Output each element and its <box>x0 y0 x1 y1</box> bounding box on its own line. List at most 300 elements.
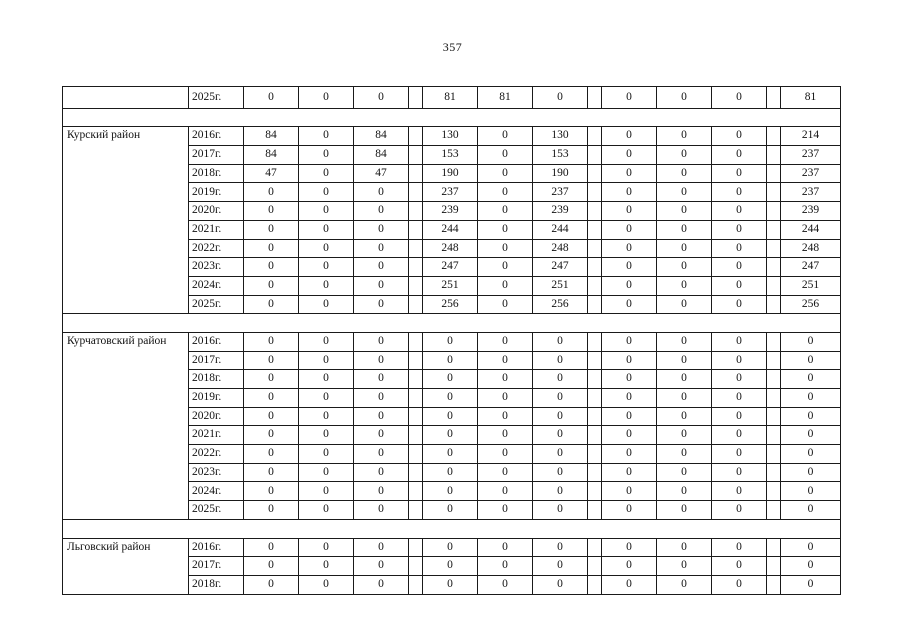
total-cell: 0 <box>781 501 841 520</box>
value-cell: 0 <box>354 239 409 258</box>
value-cell: 0 <box>712 164 767 183</box>
value-cell: 0 <box>533 538 588 557</box>
year-cell: 2017г. <box>189 351 244 370</box>
value-cell: 0 <box>478 501 533 520</box>
value-cell: 190 <box>533 164 588 183</box>
value-cell: 0 <box>354 482 409 501</box>
value-cell: 0 <box>299 575 354 594</box>
value-cell: 0 <box>423 389 478 408</box>
year-cell: 2021г. <box>189 426 244 445</box>
value-cell: 0 <box>657 557 712 576</box>
value-cell: 244 <box>423 220 478 239</box>
year-cell: 2018г. <box>189 164 244 183</box>
gap-cell <box>588 258 602 277</box>
gap-cell <box>767 239 781 258</box>
gap-cell <box>588 220 602 239</box>
gap-cell <box>409 276 423 295</box>
value-cell: 0 <box>602 538 657 557</box>
value-cell: 0 <box>478 538 533 557</box>
value-cell: 0 <box>299 426 354 445</box>
value-cell: 0 <box>657 87 712 109</box>
value-cell: 0 <box>478 183 533 202</box>
value-cell: 0 <box>423 445 478 464</box>
value-cell: 0 <box>533 445 588 464</box>
gap-cell <box>588 164 602 183</box>
value-cell: 0 <box>423 407 478 426</box>
value-cell: 0 <box>478 482 533 501</box>
value-cell: 0 <box>244 258 299 277</box>
value-cell: 0 <box>712 202 767 221</box>
value-cell: 251 <box>423 276 478 295</box>
gap-cell <box>409 463 423 482</box>
year-cell: 2016г. <box>189 332 244 351</box>
value-cell: 0 <box>299 87 354 109</box>
value-cell: 0 <box>299 445 354 464</box>
value-cell: 0 <box>354 87 409 109</box>
total-cell: 0 <box>781 332 841 351</box>
total-cell: 237 <box>781 164 841 183</box>
value-cell: 0 <box>602 127 657 146</box>
value-cell: 0 <box>478 389 533 408</box>
value-cell: 0 <box>533 351 588 370</box>
value-cell: 0 <box>478 239 533 258</box>
total-cell: 239 <box>781 202 841 221</box>
year-cell: 2022г. <box>189 239 244 258</box>
data-table <box>62 86 841 595</box>
separator-row <box>63 108 841 127</box>
gap-cell <box>588 239 602 258</box>
year-cell: 2024г. <box>189 276 244 295</box>
year-cell: 2020г. <box>189 407 244 426</box>
value-cell: 0 <box>602 183 657 202</box>
year-cell: 2016г. <box>189 538 244 557</box>
value-cell: 0 <box>533 575 588 594</box>
year-cell: 2023г. <box>189 258 244 277</box>
value-cell: 0 <box>712 183 767 202</box>
value-cell: 0 <box>478 351 533 370</box>
region-name: Курчатовский район <box>63 332 189 519</box>
value-cell: 153 <box>423 146 478 165</box>
value-cell: 0 <box>423 482 478 501</box>
value-cell: 247 <box>533 258 588 277</box>
gap-cell <box>409 557 423 576</box>
gap-cell <box>588 538 602 557</box>
value-cell: 0 <box>657 220 712 239</box>
value-cell: 0 <box>299 389 354 408</box>
gap-cell <box>588 501 602 520</box>
gap-cell <box>588 463 602 482</box>
page-number: 357 <box>442 40 463 54</box>
value-cell: 0 <box>354 295 409 314</box>
value-cell: 0 <box>657 463 712 482</box>
value-cell: 0 <box>299 332 354 351</box>
value-cell: 0 <box>478 220 533 239</box>
year-cell: 2025г. <box>189 87 244 109</box>
value-cell: 0 <box>244 538 299 557</box>
value-cell: 0 <box>478 575 533 594</box>
value-cell: 0 <box>657 258 712 277</box>
gap-cell <box>767 557 781 576</box>
gap-cell <box>588 87 602 109</box>
gap-cell <box>588 202 602 221</box>
value-cell: 0 <box>712 557 767 576</box>
value-cell: 0 <box>712 87 767 109</box>
value-cell: 0 <box>657 426 712 445</box>
value-cell: 47 <box>244 164 299 183</box>
total-cell: 0 <box>781 482 841 501</box>
value-cell: 0 <box>657 202 712 221</box>
value-cell: 0 <box>299 220 354 239</box>
value-cell: 0 <box>478 426 533 445</box>
value-cell: 0 <box>423 351 478 370</box>
gap-cell <box>767 389 781 408</box>
value-cell: 0 <box>354 575 409 594</box>
total-cell: 237 <box>781 146 841 165</box>
value-cell: 0 <box>478 557 533 576</box>
total-cell: 0 <box>781 389 841 408</box>
value-cell: 0 <box>478 370 533 389</box>
value-cell: 0 <box>712 127 767 146</box>
year-cell: 2021г. <box>189 220 244 239</box>
value-cell: 0 <box>712 407 767 426</box>
value-cell: 0 <box>244 463 299 482</box>
value-cell: 0 <box>602 332 657 351</box>
value-cell: 0 <box>712 220 767 239</box>
total-cell: 0 <box>781 445 841 464</box>
value-cell: 0 <box>533 332 588 351</box>
gap-cell <box>767 370 781 389</box>
value-cell: 0 <box>712 445 767 464</box>
value-cell: 0 <box>712 239 767 258</box>
value-cell: 0 <box>299 276 354 295</box>
gap-cell <box>588 276 602 295</box>
value-cell: 81 <box>478 87 533 109</box>
value-cell: 0 <box>244 351 299 370</box>
value-cell: 84 <box>244 146 299 165</box>
value-cell: 0 <box>712 463 767 482</box>
gap-cell <box>409 370 423 389</box>
value-cell: 0 <box>423 575 478 594</box>
value-cell: 0 <box>602 295 657 314</box>
value-cell: 0 <box>602 164 657 183</box>
total-cell: 0 <box>781 463 841 482</box>
gap-cell <box>409 146 423 165</box>
gap-cell <box>767 295 781 314</box>
table-row <box>63 332 841 351</box>
value-cell: 0 <box>478 146 533 165</box>
value-cell: 0 <box>602 575 657 594</box>
value-cell: 0 <box>354 276 409 295</box>
value-cell: 0 <box>602 202 657 221</box>
year-cell: 2025г. <box>189 501 244 520</box>
region-name: Льговский район <box>63 538 189 594</box>
gap-cell <box>409 445 423 464</box>
total-cell: 0 <box>781 351 841 370</box>
separator-cell <box>63 519 841 538</box>
gap-cell <box>588 295 602 314</box>
separator-cell <box>63 108 841 127</box>
value-cell: 0 <box>299 557 354 576</box>
value-cell: 0 <box>354 332 409 351</box>
gap-cell <box>767 463 781 482</box>
value-cell: 0 <box>244 501 299 520</box>
value-cell: 0 <box>478 463 533 482</box>
value-cell: 0 <box>478 164 533 183</box>
value-cell: 0 <box>244 183 299 202</box>
gap-cell <box>767 220 781 239</box>
gap-cell <box>588 183 602 202</box>
gap-cell <box>588 146 602 165</box>
value-cell: 0 <box>712 351 767 370</box>
table-body <box>63 87 841 595</box>
region-cell <box>63 87 189 109</box>
value-cell: 0 <box>423 332 478 351</box>
value-cell: 244 <box>533 220 588 239</box>
value-cell: 237 <box>423 183 478 202</box>
total-cell: 237 <box>781 183 841 202</box>
value-cell: 0 <box>299 463 354 482</box>
value-cell: 0 <box>299 351 354 370</box>
value-cell: 0 <box>299 258 354 277</box>
value-cell: 0 <box>423 426 478 445</box>
value-cell: 0 <box>533 407 588 426</box>
value-cell: 0 <box>354 389 409 408</box>
value-cell: 0 <box>244 295 299 314</box>
gap-cell <box>767 164 781 183</box>
total-cell: 256 <box>781 295 841 314</box>
value-cell: 0 <box>244 407 299 426</box>
value-cell: 251 <box>533 276 588 295</box>
value-cell: 0 <box>712 295 767 314</box>
value-cell: 0 <box>602 146 657 165</box>
value-cell: 0 <box>423 370 478 389</box>
total-cell: 0 <box>781 575 841 594</box>
gap-cell <box>767 575 781 594</box>
value-cell: 0 <box>533 389 588 408</box>
gap-cell <box>409 332 423 351</box>
value-cell: 0 <box>299 127 354 146</box>
value-cell: 256 <box>423 295 478 314</box>
value-cell: 0 <box>244 482 299 501</box>
value-cell: 0 <box>478 276 533 295</box>
value-cell: 84 <box>354 146 409 165</box>
year-cell: 2016г. <box>189 127 244 146</box>
gap-cell <box>767 87 781 109</box>
gap-cell <box>588 445 602 464</box>
gap-cell <box>767 127 781 146</box>
value-cell: 0 <box>657 183 712 202</box>
value-cell: 0 <box>657 332 712 351</box>
value-cell: 0 <box>423 557 478 576</box>
value-cell: 239 <box>423 202 478 221</box>
value-cell: 256 <box>533 295 588 314</box>
value-cell: 0 <box>244 557 299 576</box>
total-cell: 0 <box>781 407 841 426</box>
value-cell: 0 <box>354 370 409 389</box>
total-cell: 251 <box>781 276 841 295</box>
total-cell: 248 <box>781 239 841 258</box>
value-cell: 0 <box>602 276 657 295</box>
value-cell: 0 <box>712 276 767 295</box>
year-cell: 2018г. <box>189 370 244 389</box>
value-cell: 0 <box>602 370 657 389</box>
value-cell: 153 <box>533 146 588 165</box>
gap-cell <box>767 202 781 221</box>
gap-cell <box>409 482 423 501</box>
value-cell: 0 <box>299 482 354 501</box>
value-cell: 130 <box>423 127 478 146</box>
value-cell: 0 <box>423 463 478 482</box>
gap-cell <box>767 538 781 557</box>
total-cell: 0 <box>781 538 841 557</box>
value-cell: 0 <box>478 445 533 464</box>
gap-cell <box>409 202 423 221</box>
table-row <box>63 538 841 557</box>
gap-cell <box>588 332 602 351</box>
value-cell: 0 <box>354 407 409 426</box>
value-cell: 0 <box>657 575 712 594</box>
value-cell: 0 <box>354 538 409 557</box>
value-cell: 190 <box>423 164 478 183</box>
value-cell: 0 <box>354 183 409 202</box>
gap-cell <box>767 482 781 501</box>
value-cell: 0 <box>602 389 657 408</box>
total-cell: 244 <box>781 220 841 239</box>
value-cell: 84 <box>354 127 409 146</box>
gap-cell <box>409 164 423 183</box>
value-cell: 0 <box>299 202 354 221</box>
value-cell: 0 <box>423 538 478 557</box>
value-cell: 0 <box>354 445 409 464</box>
table-row <box>63 127 841 146</box>
gap-cell <box>588 351 602 370</box>
year-cell: 2022г. <box>189 445 244 464</box>
value-cell: 0 <box>299 164 354 183</box>
gap-cell <box>588 575 602 594</box>
value-cell: 0 <box>533 463 588 482</box>
separator-row <box>63 314 841 333</box>
value-cell: 0 <box>244 87 299 109</box>
value-cell: 0 <box>533 482 588 501</box>
table-row <box>63 87 841 109</box>
value-cell: 0 <box>478 407 533 426</box>
gap-cell <box>767 183 781 202</box>
value-cell: 0 <box>602 557 657 576</box>
value-cell: 237 <box>533 183 588 202</box>
value-cell: 0 <box>712 332 767 351</box>
value-cell: 0 <box>657 482 712 501</box>
gap-cell <box>767 501 781 520</box>
value-cell: 0 <box>423 501 478 520</box>
value-cell: 0 <box>533 426 588 445</box>
year-cell: 2019г. <box>189 389 244 408</box>
gap-cell <box>409 575 423 594</box>
total-cell: 0 <box>781 557 841 576</box>
gap-cell <box>409 389 423 408</box>
value-cell: 0 <box>244 239 299 258</box>
value-cell: 0 <box>299 538 354 557</box>
value-cell: 130 <box>533 127 588 146</box>
gap-cell <box>588 389 602 408</box>
separator-row <box>63 519 841 538</box>
value-cell: 0 <box>712 575 767 594</box>
gap-cell <box>409 127 423 146</box>
value-cell: 0 <box>657 164 712 183</box>
value-cell: 247 <box>423 258 478 277</box>
year-cell: 2020г. <box>189 202 244 221</box>
value-cell: 0 <box>244 202 299 221</box>
value-cell: 84 <box>244 127 299 146</box>
value-cell: 0 <box>712 482 767 501</box>
value-cell: 0 <box>533 87 588 109</box>
gap-cell <box>767 146 781 165</box>
value-cell: 0 <box>712 501 767 520</box>
gap-cell <box>409 351 423 370</box>
gap-cell <box>409 295 423 314</box>
gap-cell <box>409 220 423 239</box>
gap-cell <box>767 276 781 295</box>
value-cell: 0 <box>354 202 409 221</box>
year-cell: 2017г. <box>189 557 244 576</box>
value-cell: 0 <box>299 407 354 426</box>
value-cell: 0 <box>244 370 299 389</box>
gap-cell <box>767 351 781 370</box>
value-cell: 0 <box>712 389 767 408</box>
value-cell: 0 <box>244 389 299 408</box>
value-cell: 0 <box>602 501 657 520</box>
gap-cell <box>588 557 602 576</box>
year-cell: 2019г. <box>189 183 244 202</box>
value-cell: 0 <box>478 295 533 314</box>
value-cell: 0 <box>657 146 712 165</box>
value-cell: 0 <box>354 463 409 482</box>
value-cell: 248 <box>533 239 588 258</box>
value-cell: 0 <box>299 295 354 314</box>
value-cell: 0 <box>533 501 588 520</box>
gap-cell <box>409 407 423 426</box>
value-cell: 0 <box>712 538 767 557</box>
value-cell: 0 <box>602 445 657 464</box>
value-cell: 0 <box>354 258 409 277</box>
year-cell: 2017г. <box>189 146 244 165</box>
gap-cell <box>767 426 781 445</box>
value-cell: 0 <box>602 482 657 501</box>
value-cell: 0 <box>657 501 712 520</box>
value-cell: 0 <box>478 127 533 146</box>
value-cell: 0 <box>354 557 409 576</box>
value-cell: 0 <box>244 575 299 594</box>
value-cell: 0 <box>602 239 657 258</box>
value-cell: 0 <box>299 501 354 520</box>
value-cell: 0 <box>657 370 712 389</box>
value-cell: 248 <box>423 239 478 258</box>
region-name: Курский район <box>63 127 189 314</box>
value-cell: 0 <box>657 276 712 295</box>
value-cell: 0 <box>657 295 712 314</box>
total-cell: 0 <box>781 370 841 389</box>
year-cell: 2024г. <box>189 482 244 501</box>
value-cell: 0 <box>712 146 767 165</box>
separator-cell <box>63 314 841 333</box>
value-cell: 0 <box>602 258 657 277</box>
value-cell: 0 <box>657 239 712 258</box>
value-cell: 47 <box>354 164 409 183</box>
gap-cell <box>409 501 423 520</box>
value-cell: 0 <box>657 538 712 557</box>
gap-cell <box>588 482 602 501</box>
value-cell: 0 <box>602 87 657 109</box>
value-cell: 239 <box>533 202 588 221</box>
